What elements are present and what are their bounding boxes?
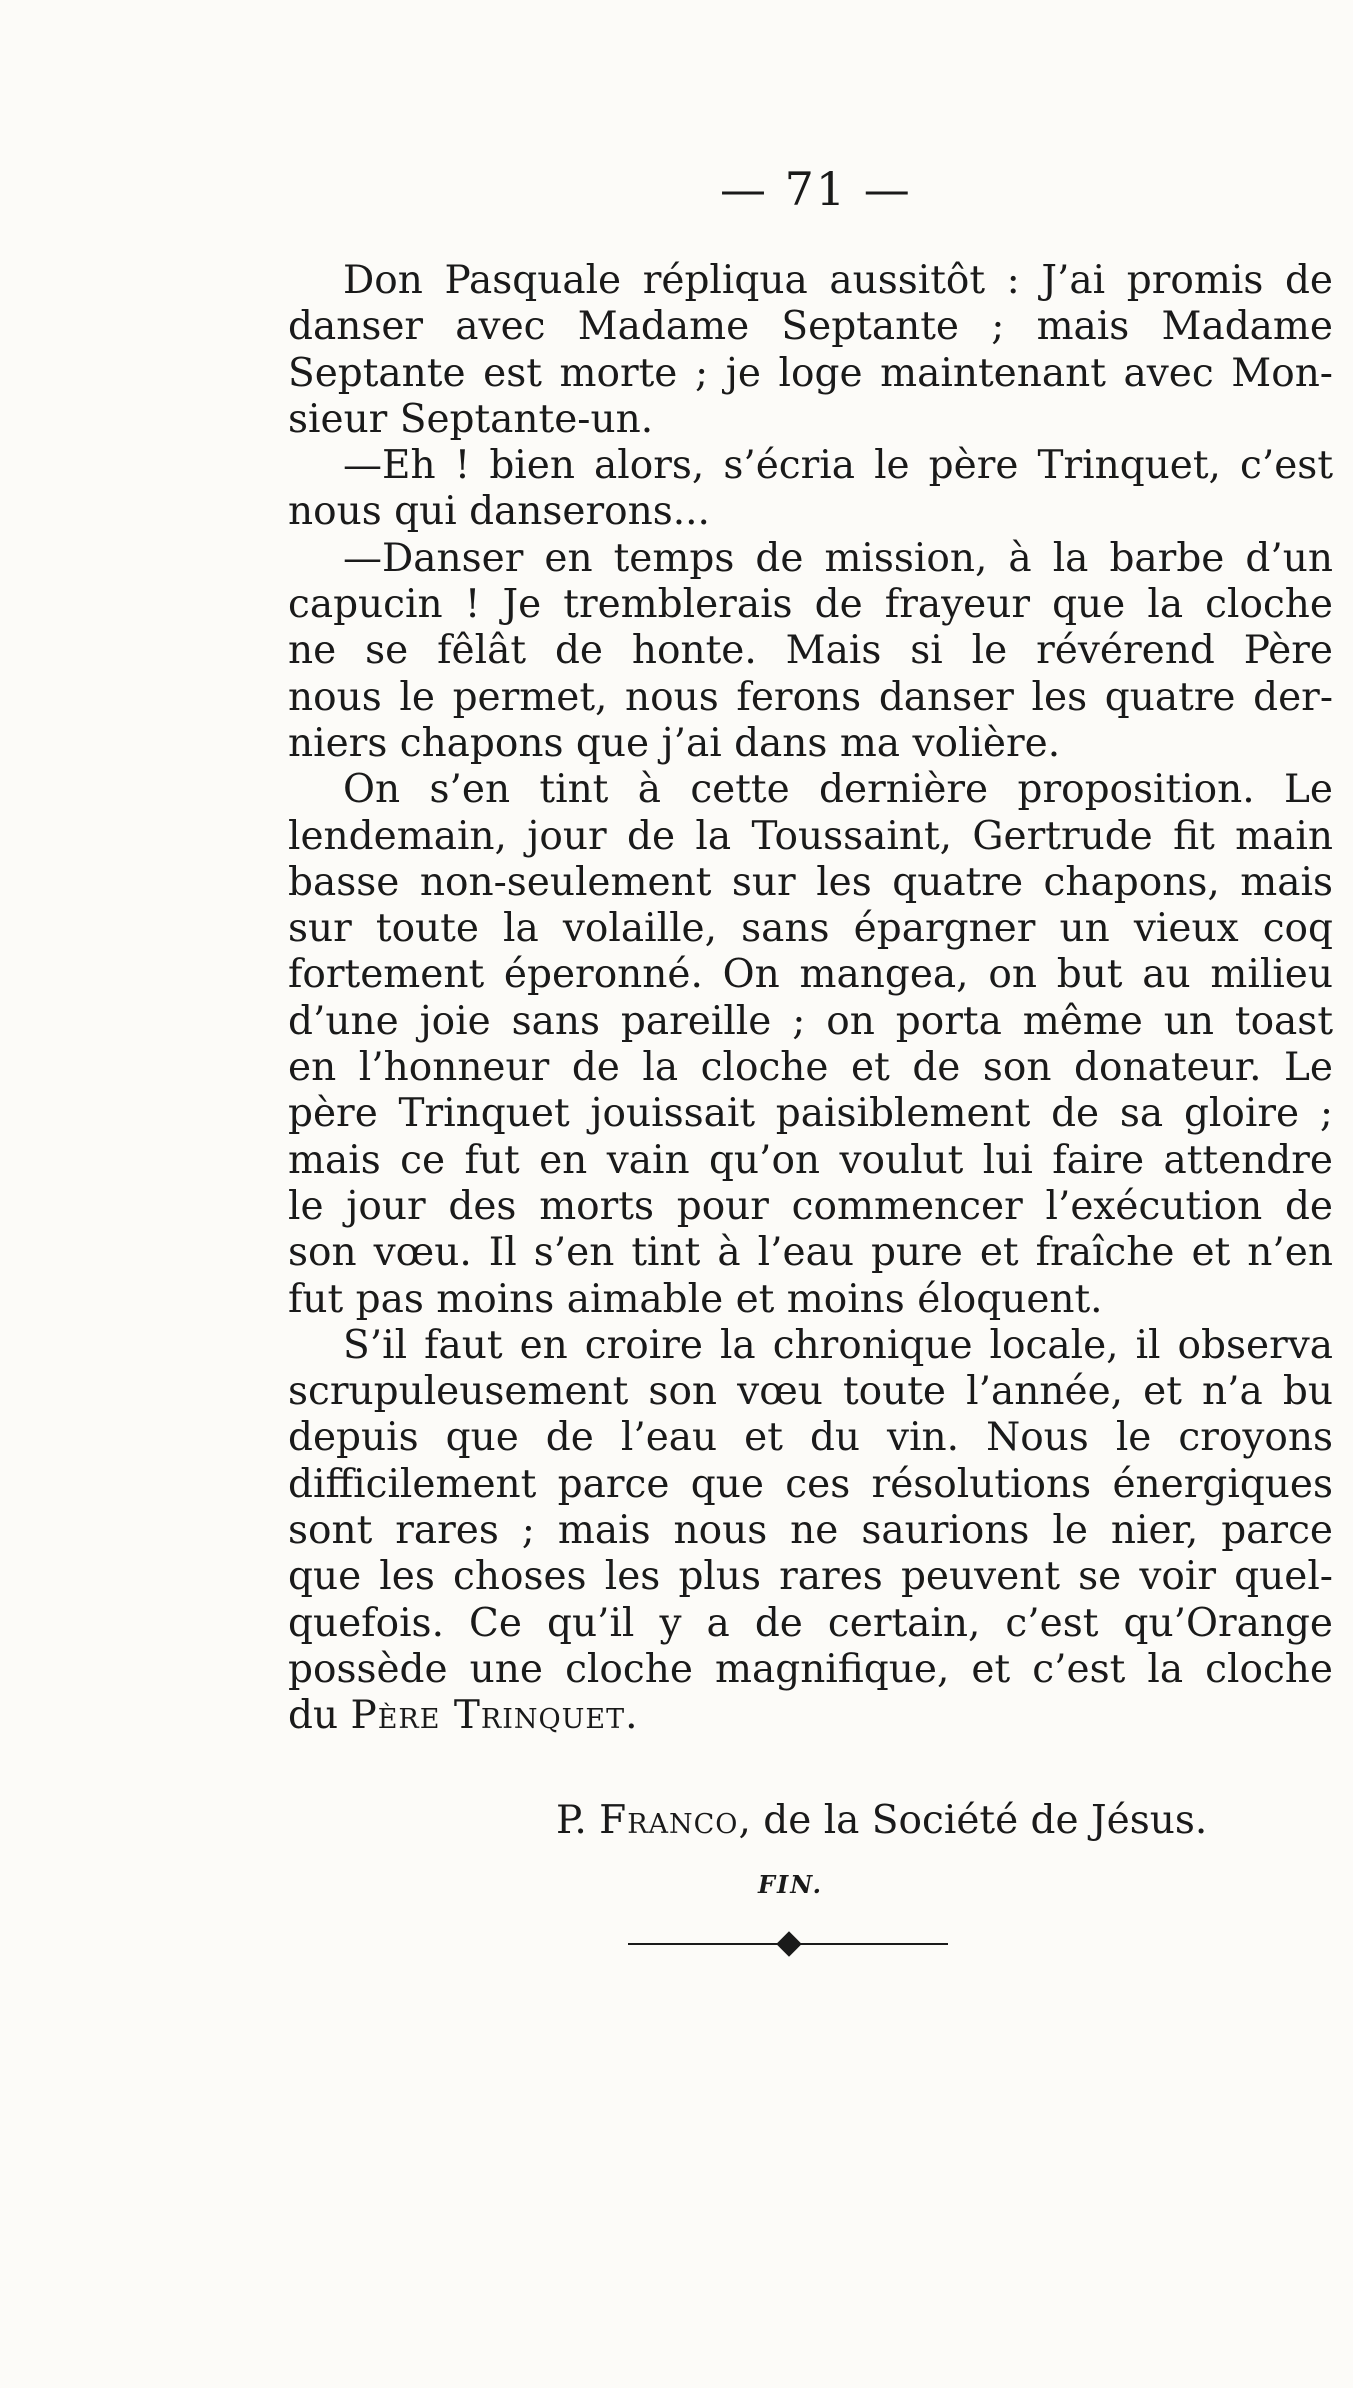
text-line: capucin ! Je tremblerais de frayeur que la cloche xyxy=(288,582,1333,628)
text-line: sont rares ; mais nous ne saurions le nier, parce xyxy=(288,1508,1333,1554)
pere-trinquet-smallcaps: Père Trinquet xyxy=(350,1693,626,1739)
last-line-suffix: . xyxy=(625,1693,638,1739)
text-line: S’il faut en croire la chronique locale, il observa xyxy=(343,1322,1333,1368)
text-line: fut pas moins aimable et moins éloquent. xyxy=(288,1276,1103,1322)
text-line: mais ce fut en vain qu’on voulut lui faire attendre xyxy=(288,1137,1333,1183)
text-line: depuis que de l’eau et du vin. Nous le croyons xyxy=(288,1415,1333,1461)
text-line: fortement éperonné. On mangea, on but au milieu xyxy=(288,952,1333,998)
text-line: ne se fêlât de honte. Mais si le révérend Père xyxy=(288,628,1333,674)
diamond-ornament-icon xyxy=(776,1931,801,1956)
text-line: d’une joie sans pareille ; on porta même un toast xyxy=(288,998,1333,1044)
text-line: possède une cloche magnifique, et c’est la cloche xyxy=(288,1646,1333,1692)
text-line: son vœu. Il s’en tint à l’eau pure et fraîche et n’en xyxy=(288,1230,1333,1276)
text-line: sur toute la volaille, sans épargner un vieux coq xyxy=(288,906,1333,952)
text-line: danser avec Madame Septante ; mais Madame xyxy=(288,304,1333,350)
signature-rest: , de la Société de Jésus. xyxy=(738,1798,1208,1843)
text-line: nous qui danserons... xyxy=(288,489,710,535)
text-line: Septante est morte ; je loge maintenant avec Mon- xyxy=(288,350,1333,396)
text-line: quefois. Ce qu’il y a de certain, c’est qu’Orange xyxy=(288,1600,1333,1646)
text-line: père Trinquet jouissait paisiblement de sa gloire ; xyxy=(288,1091,1333,1137)
text-line: basse non-seulement sur les quatre chapons, mais xyxy=(288,859,1333,905)
text-line: difficilement parce que ces résolutions énergiques xyxy=(288,1461,1333,1507)
text-line: niers chapons que j’ai dans ma volière. xyxy=(288,720,1061,766)
page-number: — 71 — xyxy=(720,162,912,216)
signature-initial: P. xyxy=(556,1798,600,1843)
text-line: le jour des morts pour commencer l’exécution de xyxy=(288,1183,1333,1229)
text-line: lendemain, jour de la Toussaint, Gertrude fit main xyxy=(288,813,1333,859)
text-line: sieur Septante-un. xyxy=(288,396,654,442)
fin-label: FIN. xyxy=(758,1870,824,1899)
text-line: en l’honneur de la cloche et de son donateur. Le xyxy=(288,1045,1333,1091)
text-line: On s’en tint à cette dernière proposition. Le xyxy=(343,767,1333,813)
text-line: que les choses les plus rares peuvent se voir quel- xyxy=(288,1554,1333,1600)
text-line: —Eh ! bien alors, s’écria le père Trinquet, c’est xyxy=(343,443,1333,489)
signature xyxy=(556,1798,1207,1843)
text-line: —Danser en temps de mission, à la barbe d’un xyxy=(343,535,1333,581)
last-line-prefix: du xyxy=(288,1693,351,1739)
text-line: nous le permet, nous ferons danser les quatre der- xyxy=(288,674,1333,720)
text-line: Don Pasquale répliqua aussitôt : J’ai promis de xyxy=(343,258,1333,303)
text-line: scrupuleusement son vœu toute l’année, et n’a bu xyxy=(288,1369,1333,1415)
body-text xyxy=(288,258,1333,1740)
signature-name: Franco xyxy=(599,1798,739,1843)
text-line-last xyxy=(288,1693,1333,1739)
